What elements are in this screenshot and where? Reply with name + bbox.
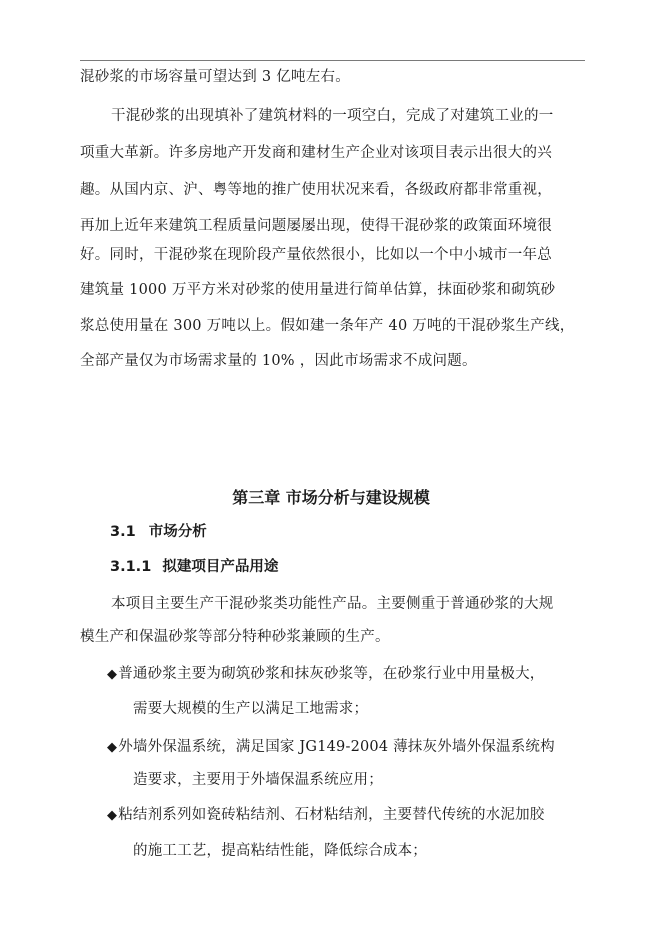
header-rule [80, 60, 585, 61]
diamond-bullet-icon: ◆ [107, 740, 118, 755]
bullet-continuation: 的施工工艺，提高粘结性能，降低综合成本； [133, 843, 427, 859]
bullet-continuation: 造要求，主要用于外墙保温系统应用； [133, 772, 383, 788]
diamond-bullet-icon: ◆ [107, 667, 118, 682]
paragraph-intro-line: 建筑量 1000 万平方米对砂浆的使用量进行简单估算，抹面砂浆和砌筑砂 [80, 282, 556, 298]
paragraph-intro-line: 项重大革新。许多房地产开发商和建材生产企业对该项目表示出很大的兴 [80, 145, 552, 161]
paragraph-continuation-line: 混砂浆的市场容量可望达到 3 亿吨左右。 [80, 69, 350, 85]
section-heading-3-1 [110, 522, 207, 542]
bullet-text: 粘结剂系列如瓷砖粘结剂、石材粘结剂，主要替代传统的水泥加胶 [118, 807, 545, 823]
paragraph-intro-line: 浆总使用量在 300 万吨以上。假如建一条年产 40 万吨的干混砂浆生产线， [80, 318, 575, 334]
bullet-item [107, 805, 545, 826]
paragraph-intro-line: 趣。从国内京、沪、粤等地的推广使用状况来看，各级政府都非常重视， [80, 182, 552, 198]
paragraph-intro-line: 好。同时，干混砂浆在现阶段产量依然很小，比如以一个中小城市一年总 [80, 247, 552, 263]
paragraph-products-line: 模生产和保温砂浆等部分特种砂浆兼顾的生产。 [80, 629, 390, 645]
section-number: 3.1 [110, 524, 136, 540]
section-title: 拟建项目产品用途 [162, 559, 279, 575]
chapter-title: 第三章 市场分析与建设规模 [232, 488, 430, 507]
bullet-item [107, 664, 545, 685]
section-heading-3-1-1 [110, 557, 278, 577]
bullet-item [107, 737, 555, 758]
section-title: 市场分析 [148, 524, 207, 540]
paragraph-intro-line: 全部产量仅为市场需求量的 10% ，因此市场需求不成问题。 [80, 353, 477, 369]
bullet-text: 普通砂浆主要为砌筑砂浆和抹灰砂浆等，在砂浆行业中用量极大， [118, 666, 545, 682]
paragraph-intro-line: 干混砂浆的出现填补了建筑材料的一项空白，完成了对建筑工业的一 [111, 108, 554, 124]
section-number: 3.1.1 [110, 559, 152, 575]
paragraph-intro-line: 再加上近年来建筑工程质量问题屡屡出现，使得干混砂浆的政策面环境很 [80, 218, 552, 234]
diamond-bullet-icon: ◆ [107, 808, 118, 823]
bullet-text: 外墙外保温系统，满足国家 JG149-2004 薄抹灰外墙外保温系统构 [118, 739, 555, 755]
paragraph-products-line: 本项目主要生产干混砂浆类功能性产品。主要侧重于普通砂浆的大规 [111, 596, 554, 612]
bullet-continuation: 需要大规模的生产以满足工地需求； [133, 701, 369, 717]
